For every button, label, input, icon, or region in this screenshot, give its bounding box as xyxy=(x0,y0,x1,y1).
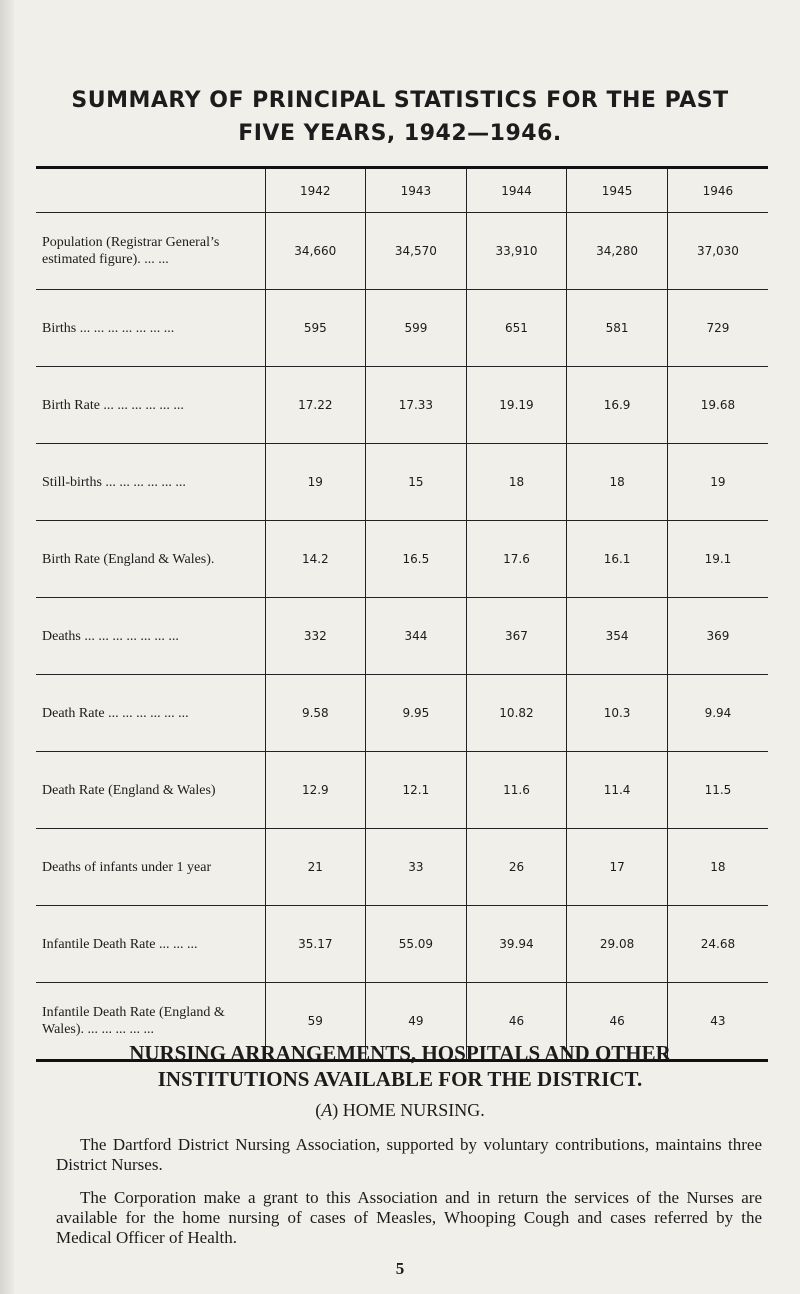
row-label: Births ... ... ... ... ... ... ... xyxy=(36,290,265,367)
value-cell: 37,030 xyxy=(667,213,768,290)
value-cell: 19.1 xyxy=(667,521,768,598)
value-cell: 33,910 xyxy=(466,213,567,290)
table-row xyxy=(36,752,768,829)
row-label: Birth Rate (England & Wales). xyxy=(36,521,265,598)
year-header: 1943 xyxy=(366,168,467,213)
value-cell: 19 xyxy=(667,444,768,521)
table-row xyxy=(36,675,768,752)
value-cell: 59 xyxy=(265,983,366,1061)
value-cell: 332 xyxy=(265,598,366,675)
row-label: Still-births ... ... ... ... ... ... xyxy=(36,444,265,521)
year-header: 1945 xyxy=(567,168,668,213)
row-label: Infantile Death Rate (England & Wales). ... ... ... ... ... xyxy=(36,983,265,1061)
value-cell: 35.17 xyxy=(265,906,366,983)
value-cell: 18 xyxy=(567,444,668,521)
value-cell: 19 xyxy=(265,444,366,521)
value-cell: 19.19 xyxy=(466,367,567,444)
subsection-title: HOME NURSING. xyxy=(342,1100,485,1120)
year-header: 1942 xyxy=(265,168,366,213)
value-cell: 367 xyxy=(466,598,567,675)
value-cell: 46 xyxy=(466,983,567,1061)
value-cell: 17 xyxy=(567,829,668,906)
value-cell: 9.94 xyxy=(667,675,768,752)
table-row xyxy=(36,290,768,367)
value-cell: 29.08 xyxy=(567,906,668,983)
value-cell: 14.2 xyxy=(265,521,366,598)
table-row xyxy=(36,213,768,290)
value-cell: 16.1 xyxy=(567,521,668,598)
value-cell: 12.9 xyxy=(265,752,366,829)
value-cell: 16.9 xyxy=(567,367,668,444)
value-cell: 344 xyxy=(366,598,467,675)
row-label: Infantile Death Rate ... ... ... xyxy=(36,906,265,983)
value-cell: 18 xyxy=(667,829,768,906)
value-cell: 595 xyxy=(265,290,366,367)
value-cell: 49 xyxy=(366,983,467,1061)
page-title-line-2: FIVE YEARS, 1942—1946. xyxy=(238,121,562,146)
row-label: Death Rate ... ... ... ... ... ... xyxy=(36,675,265,752)
value-cell: 16.5 xyxy=(366,521,467,598)
page-title-line-1: SUMMARY OF PRINCIPAL STATISTICS FOR THE PAST xyxy=(71,88,729,113)
value-cell: 24.68 xyxy=(667,906,768,983)
value-cell: 729 xyxy=(667,290,768,367)
value-cell: 34,570 xyxy=(366,213,467,290)
value-cell: 46 xyxy=(567,983,668,1061)
value-cell: 651 xyxy=(466,290,567,367)
section-heading-line-2: INSTITUTIONS AVAILABLE FOR THE DISTRICT. xyxy=(157,1067,643,1091)
row-label: Deaths ... ... ... ... ... ... ... xyxy=(36,598,265,675)
value-cell: 15 xyxy=(366,444,467,521)
table-row xyxy=(36,906,768,983)
value-cell: 17.22 xyxy=(265,367,366,444)
value-cell: 17.6 xyxy=(466,521,567,598)
paragraph-home-nursing-1: The Dartford District Nursing Association, supported by voluntary contributions, maintains three District Nurses. xyxy=(56,1135,762,1174)
value-cell: 34,660 xyxy=(265,213,366,290)
page-number: 5 xyxy=(395,1259,405,1278)
value-cell: 369 xyxy=(667,598,768,675)
table-row xyxy=(36,829,768,906)
row-label: Population (Registrar General’s estimated figure). ... ... xyxy=(36,213,265,290)
year-header: 1944 xyxy=(466,168,567,213)
section-heading-line-1: NURSING ARRANGEMENTS, HOSPITALS AND OTHER xyxy=(129,1041,671,1065)
value-cell: 18 xyxy=(466,444,567,521)
value-cell: 11.6 xyxy=(466,752,567,829)
table-row xyxy=(36,367,768,444)
table-header-row xyxy=(36,168,768,213)
value-cell: 12.1 xyxy=(366,752,467,829)
value-cell: 354 xyxy=(567,598,668,675)
subsection-heading: (A) HOME NURSING. xyxy=(315,1100,485,1120)
value-cell: 34,280 xyxy=(567,213,668,290)
row-label: Deaths of infants under 1 year xyxy=(36,829,265,906)
year-header: 1946 xyxy=(667,168,768,213)
paragraph-home-nursing-2: The Corporation make a grant to this Association and in return the services of the Nurses are available for the home nursing of cases of Measles, Whooping Cough and cases referred by the Medical Officer of Health. xyxy=(56,1188,762,1247)
value-cell: 10.3 xyxy=(567,675,668,752)
value-cell: 9.58 xyxy=(265,675,366,752)
value-cell: 43 xyxy=(710,1014,726,1028)
value-cell: 581 xyxy=(567,290,668,367)
row-label: Birth Rate ... ... ... ... ... ... xyxy=(36,367,265,444)
value-cell: 11.4 xyxy=(567,752,668,829)
table-row xyxy=(36,598,768,675)
value-cell: 26 xyxy=(466,829,567,906)
value-cell: 9.95 xyxy=(366,675,467,752)
value-cell: 11.5 xyxy=(667,752,768,829)
value-cell: 10.82 xyxy=(466,675,567,752)
value-cell: 33 xyxy=(366,829,467,906)
value-cell: 39.94 xyxy=(466,906,567,983)
statistics-table xyxy=(36,166,768,1062)
value-cell: 19.68 xyxy=(667,367,768,444)
table-row xyxy=(36,521,768,598)
row-label: Death Rate (England & Wales) xyxy=(36,752,265,829)
header-blank-cell xyxy=(36,168,265,213)
value-cell: 55.09 xyxy=(366,906,467,983)
subsection-letter: A xyxy=(321,1100,333,1120)
value-cell: 599 xyxy=(366,290,467,367)
value-cell: 17.33 xyxy=(366,367,467,444)
table-row xyxy=(36,444,768,521)
value-cell: 21 xyxy=(265,829,366,906)
